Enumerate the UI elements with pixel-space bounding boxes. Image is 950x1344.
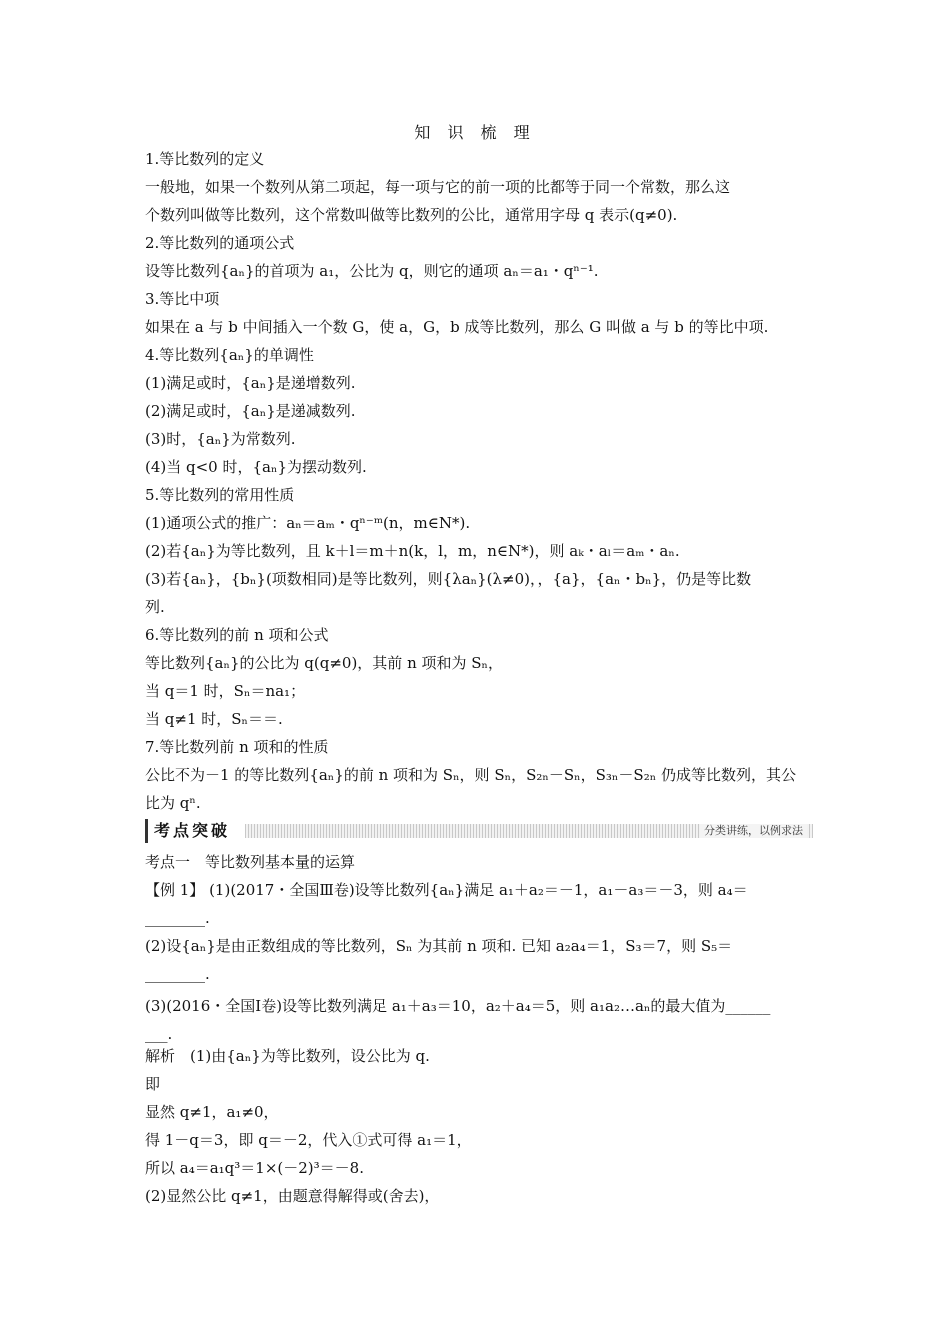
example-line: ________. [145,909,210,927]
heading-topic-one: 考点一 等比数列基本量的运算 [145,853,356,871]
text-line: (3)时，{aₙ}为常数列. [145,430,296,448]
example-line: ___. [145,1025,173,1043]
section-banner [145,819,813,843]
heading-general-term: 2.等比数列的通项公式 [145,234,295,252]
heading-properties: 5.等比数列的常用性质 [145,486,295,504]
example-line: ________. [145,965,210,983]
text-line: 比为 qⁿ. [145,794,201,812]
text-line: 当 q≠1 时，Sₙ＝＝. [145,710,283,728]
text-line: 设等比数列{aₙ}的首项为 a₁，公比为 q，则它的通项 aₙ＝a₁・qⁿ⁻¹. [145,262,599,280]
heading-monotonicity: 4.等比数列{aₙ}的单调性 [145,346,314,364]
text-line: 个数列叫做等比数列，这个常数叫做等比数列的公比，通常用字母 q 表示(q≠0). [145,206,678,224]
solution-line: 得 1－q＝3，即 q＝－2，代入①式可得 a₁＝1， [145,1131,472,1149]
text-line: 当 q＝1 时，Sₙ＝na₁； [145,682,306,700]
text-line: (2)满足或时，{aₙ}是递减数列. [145,402,356,420]
text-line: 列. [145,598,165,616]
heading-middle-term: 3.等比中项 [145,290,220,308]
text-line: (1)通项公式的推广：aₙ＝aₘ・qⁿ⁻ᵐ(n，m∈N*). [145,514,471,532]
solution-line: 解析 (1)由{aₙ}为等比数列，设公比为 q. [145,1047,430,1065]
text-line: (2)若{aₙ}为等比数列，且 k＋l＝m＋n(k，l，m，n∈N*)，则 aₖ・aₗ＝aₘ・aₙ. [145,542,680,560]
example-line: 【例 1】 (1)(2017・全国Ⅲ卷)设等比数列{aₙ}满足 a₁＋a₂＝－1，a₁－a₃＝－3，则 a₄＝ [145,881,748,899]
solution-line: (2)显然公比 q≠1，由题意得解得或(舍去)， [145,1187,440,1205]
banner-title: 考点突破 [145,819,236,843]
example-line: (3)(2016・全国Ⅰ卷)设等比数列满足 a₁＋a₃＝10，a₂＋a₄＝5，则 a₁a₂…aₙ的最大值为______ [145,997,771,1015]
page-title: 知 识 梳 理 [414,123,536,142]
text-line: (1)满足或时，{aₙ}是递增数列. [145,374,356,392]
solution-line: 所以 a₄＝a₁q³＝1×(－2)³＝－8. [145,1159,364,1177]
banner-subtitle: 分类讲练，以例求法 [700,824,807,838]
text-line: 一般地，如果一个数列从第二项起，每一项与它的前一项的比都等于同一个常数，那么这 [145,178,731,196]
text-line: (4)当 q<0 时，{aₙ}为摆动数列. [145,458,367,476]
solution-line: 显然 q≠1，a₁≠0， [145,1103,279,1121]
heading-definition: 1.等比数列的定义 [145,150,265,168]
example-line: (2)设{aₙ}是由正数组成的等比数列，Sₙ 为其前 n 项和. 已知 a₂a₄＝1，S₃＝7，则 S₅＝ [145,937,733,955]
heading-sum-formula: 6.等比数列的前 n 项和公式 [145,626,329,644]
solution-line: 即 [145,1075,161,1093]
text-line: (3)若{aₙ}，{bₙ}(项数相同)是等比数列，则{λaₙ}(λ≠0)，，{a}，{aₙ・bₙ}，仍是等比数 [145,570,752,588]
heading-sum-properties: 7.等比数列前 n 项和的性质 [145,738,329,756]
text-line: 等比数列{aₙ}的公比为 q(q≠0)，其前 n 项和为 Sₙ， [145,654,504,672]
text-line: 如果在 a 与 b 中间插入一个数 G，使 a，G，b 成等比数列，那么 G 叫做 a 与 b 的等比中项. [145,318,769,336]
text-line: 公比不为－1 的等比数列{aₙ}的前 n 项和为 Sₙ，则 Sₙ，S₂ₙ－Sₙ，S₃ₙ－S₂ₙ 仍成等比数列，其公 [145,766,796,784]
